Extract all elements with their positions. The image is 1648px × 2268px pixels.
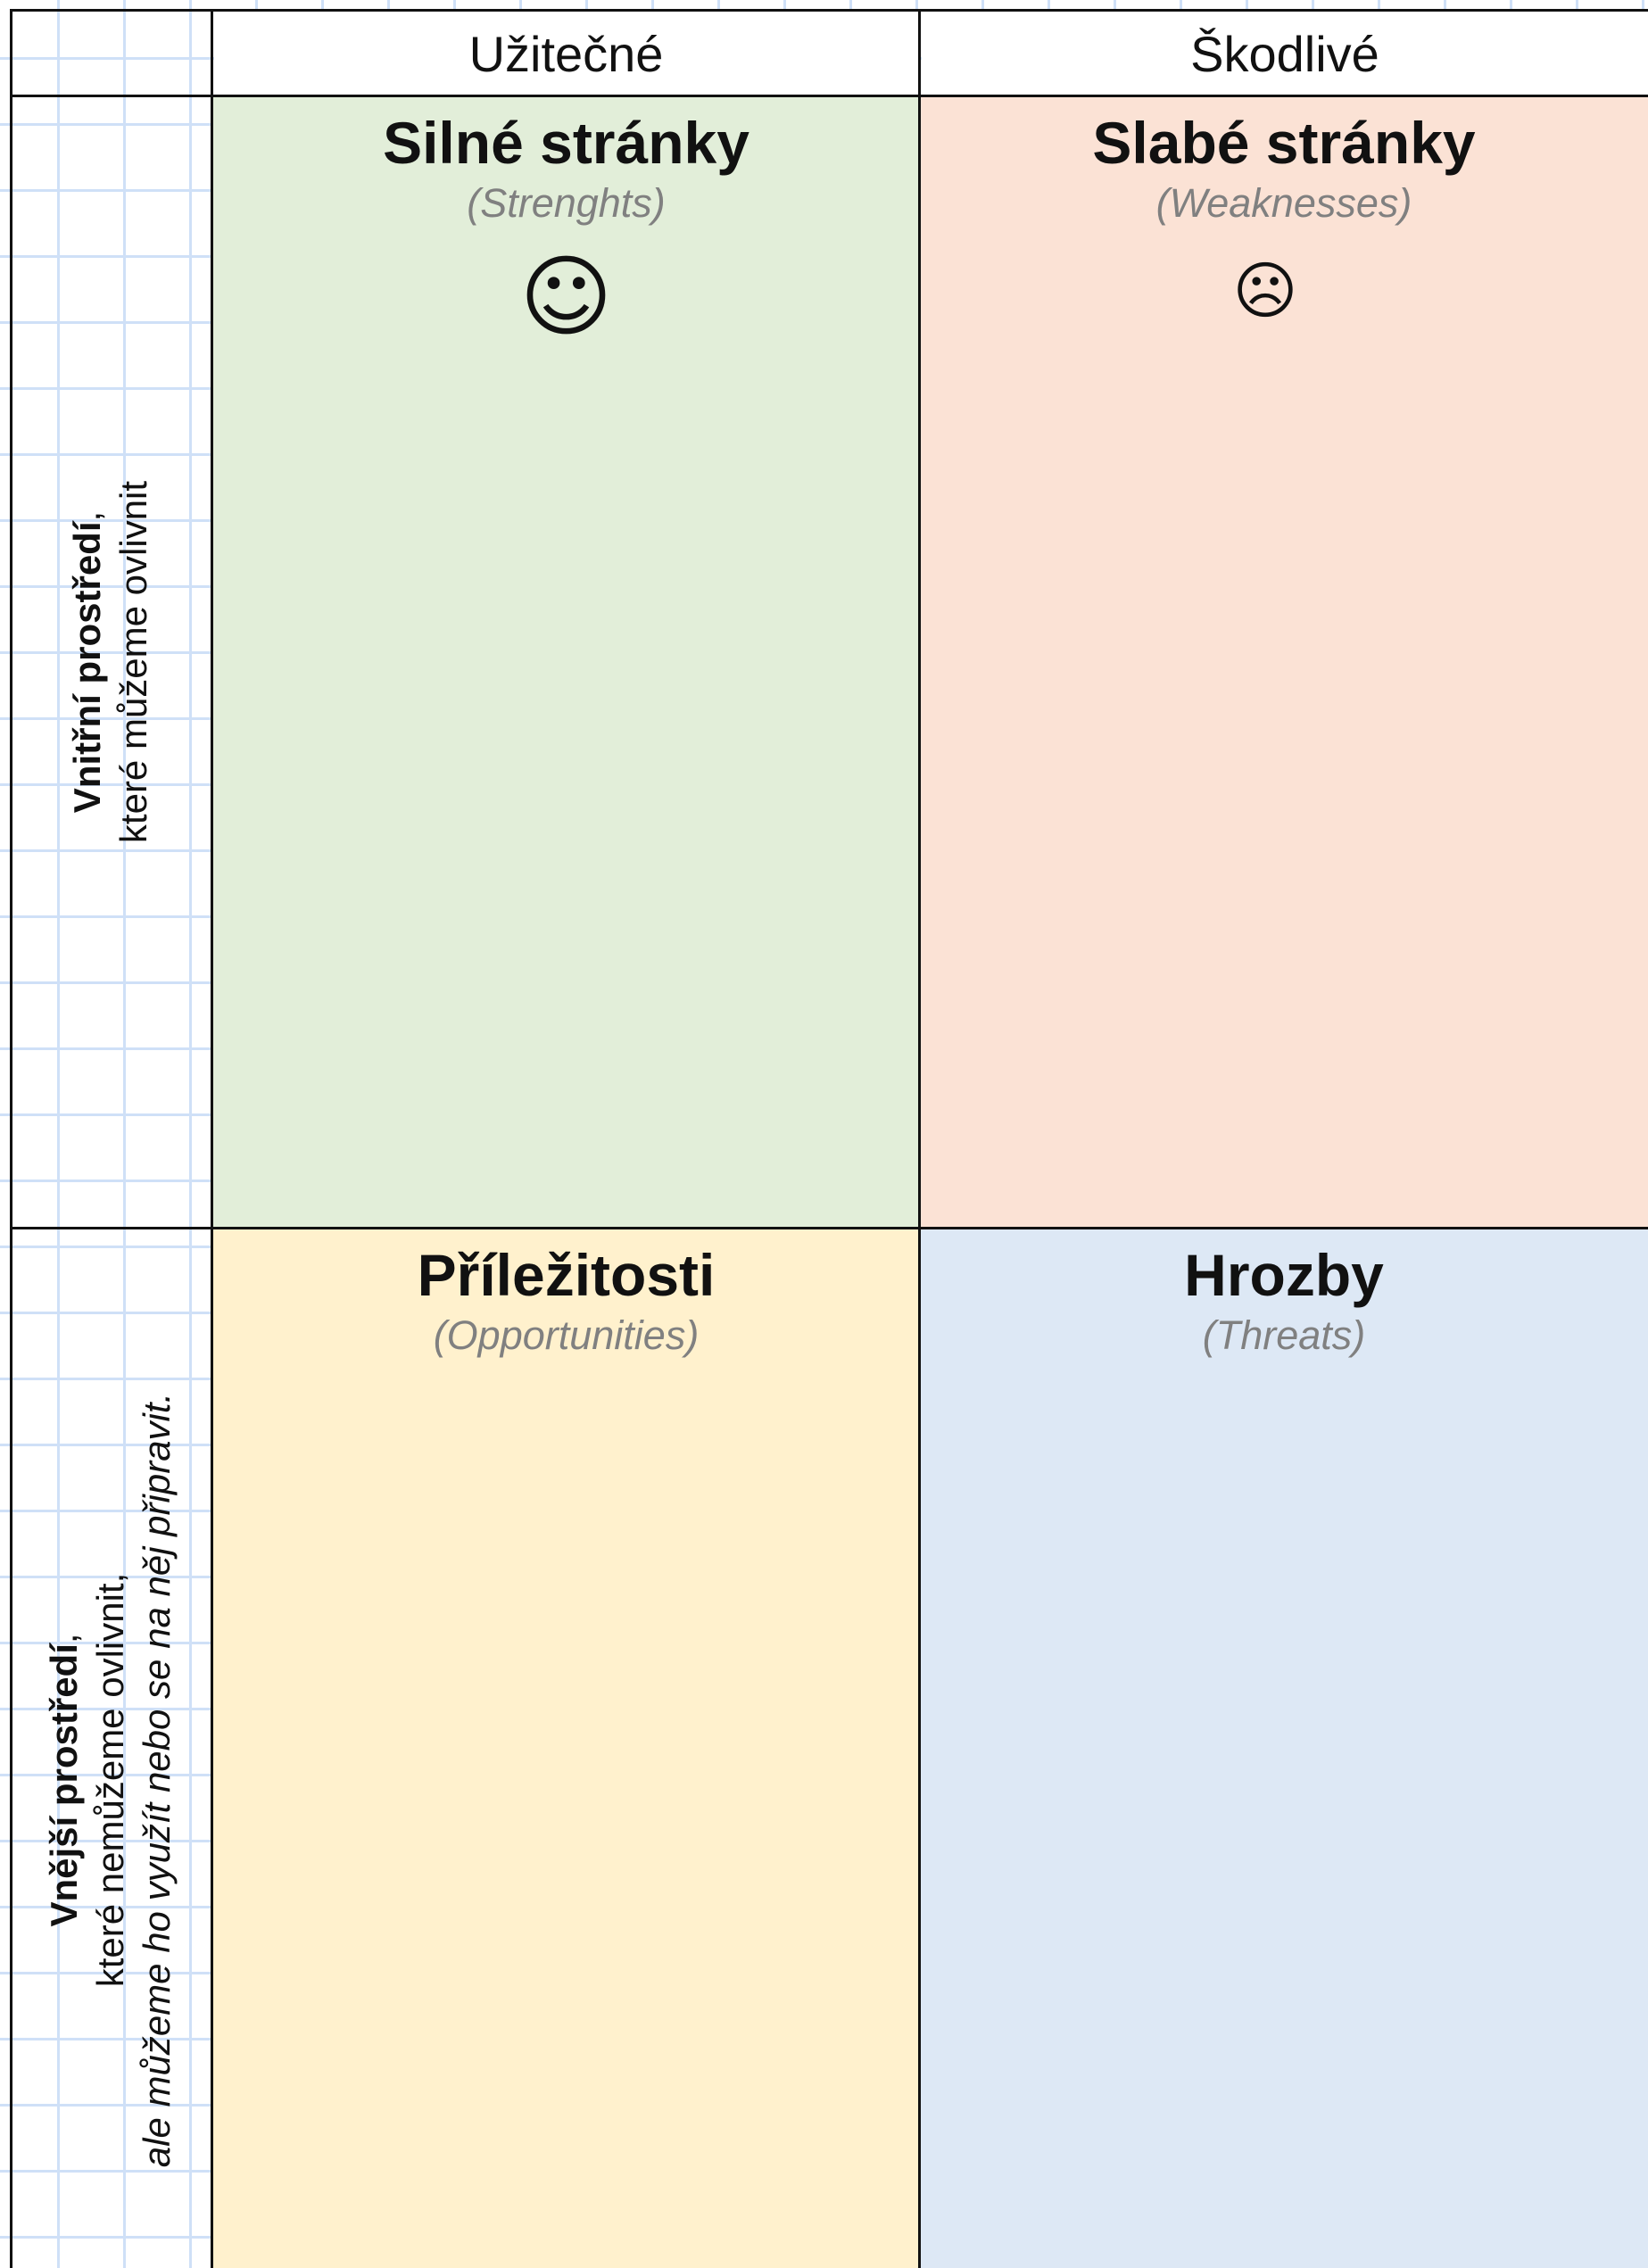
smiley-face-icon: ☺ — [519, 244, 613, 349]
strengths-title: Silné stránky — [383, 110, 749, 176]
border-left — [10, 9, 12, 2268]
threats-title: Hrozby — [1184, 1242, 1384, 1308]
sad-face-icon: ☹ — [1232, 254, 1298, 327]
weaknesses-subtitle: (Weaknesses) — [1155, 180, 1412, 226]
column-header-helpful: Užitečné — [214, 11, 918, 96]
border-middle-vertical — [918, 9, 921, 2268]
weaknesses-title: Slabé stránky — [1092, 110, 1476, 176]
internal-environment-description: které můžeme ovlivnit — [112, 480, 154, 844]
border-row-header-right — [211, 9, 213, 2268]
border-header-bottom — [11, 95, 1648, 97]
external-environment-note: ale můžeme ho využít nebo se na něj připravit. — [136, 1392, 178, 2168]
threats-subtitle: (Threats) — [1202, 1312, 1366, 1358]
weaknesses-quadrant — [920, 96, 1648, 1229]
opportunities-title: Příležitosti — [417, 1242, 716, 1308]
strengths-subtitle: (Strenghts) — [467, 180, 666, 226]
row-header-external-text: Vnější prostředí, které nemůžeme ovlivnit, ale můžeme ho využít nebo se na něj připravit. — [41, 1334, 180, 2226]
border-middle-horizontal — [11, 1227, 1648, 1229]
strengths-quadrant — [212, 96, 920, 1229]
row-header-internal-text: Vnitřní prostředí, které můžeme ovlivnit — [64, 305, 157, 1019]
opportunities-subtitle: (Opportunities) — [433, 1312, 700, 1358]
external-environment-description: které nemůžeme ovlivnit, — [89, 1572, 131, 1988]
threats-quadrant — [920, 1229, 1648, 2268]
column-header-harmful: Škodlivé — [922, 11, 1648, 96]
external-environment-label: Vnější prostředí — [43, 1643, 85, 1927]
row-header-internal — [11, 96, 211, 1229]
opportunities-quadrant — [212, 1229, 920, 2268]
border-top — [11, 9, 1648, 12]
row-header-external — [11, 1229, 211, 2268]
internal-environment-label: Vnitřní prostředí — [66, 521, 108, 814]
